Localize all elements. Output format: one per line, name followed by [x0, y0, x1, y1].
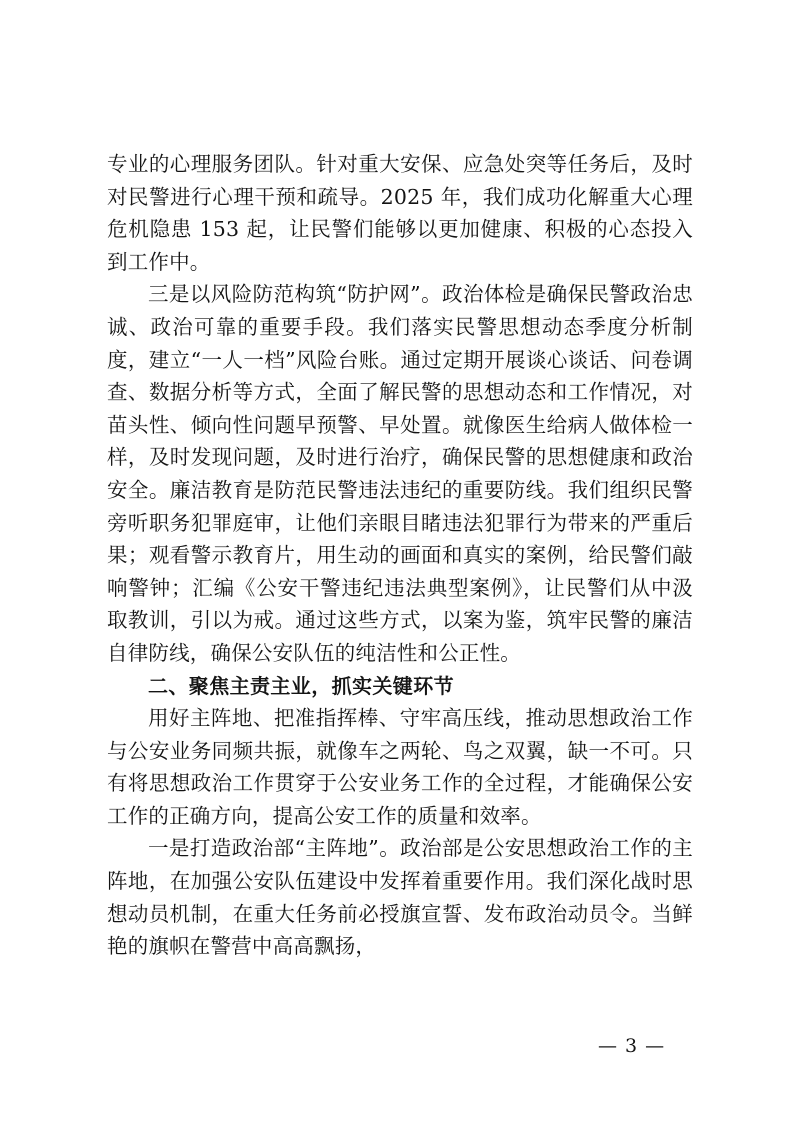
page-number: — 3 —	[598, 1035, 666, 1057]
paragraph-risk-prevention: 三是以风险防范构筑“防护网”。政治体检是确保民警政治忠诚、政治可靠的重要手段。我们落实民警思想动态季度分析制度，建立“一人一档”风险台账。通过定期开展谈心谈话、问卷调查、数据分析等方式，全面了解民警的思想动态和工作情况，对苗头性、倾向性问题早预警、早处置。就像医生给病人做体检一样，及时发现问题，及时进行治疗，确保民警的思想健康和政治安全。廉洁教育是防范民警违法违纪的重要防线。我们组织民警旁听职务犯罪庭审，让他们亲眼目睹违法犯罪行为带来的严重后果；观看警示教育片，用生动的画面和真实的案例，给民警们敲响警钟；汇编《公安干警违纪违法典型案例》，让民警们从中汲取教训，引以为戒。通过这些方式，以案为鉴，筑牢民警的廉洁自律防线，确保公安队伍的纯洁性和公正性。	[107, 282, 693, 665]
paragraph-section-intro: 用好主阵地、把准指挥棒、守牢高压线，推动思想政治工作与公安业务同频共振，就像车之两轮、鸟之双翼，缺一不可。只有将思想政治工作贯穿于公安业务工作的全过程，才能确保公安工作的正确方向，提高公安工作的质量和效率。	[107, 706, 693, 828]
paragraph-psychological-service: 专业的心理服务团队。针对重大安保、应急处突等任务后，及时对民警进行心理干预和疏导。2025 年，我们成功化解重大心理危机隐患 153 起，让民警们能够以更加健康、积极的心态投入到工作中。	[107, 152, 693, 274]
paragraph-political-department: 一是打造政治部“主阵地”。政治部是公安思想政治工作的主阵地，在加强公安队伍建设中发挥着重要作用。我们深化战时思想动员机制，在重大任务前必授旗宣誓、发布政治动员令。当鲜艳的旗帜在警营中高高飘扬，	[107, 836, 693, 959]
document-body	[107, 148, 693, 963]
section-heading: 二、聚焦主责主业，抓实关键环节	[148, 673, 454, 698]
